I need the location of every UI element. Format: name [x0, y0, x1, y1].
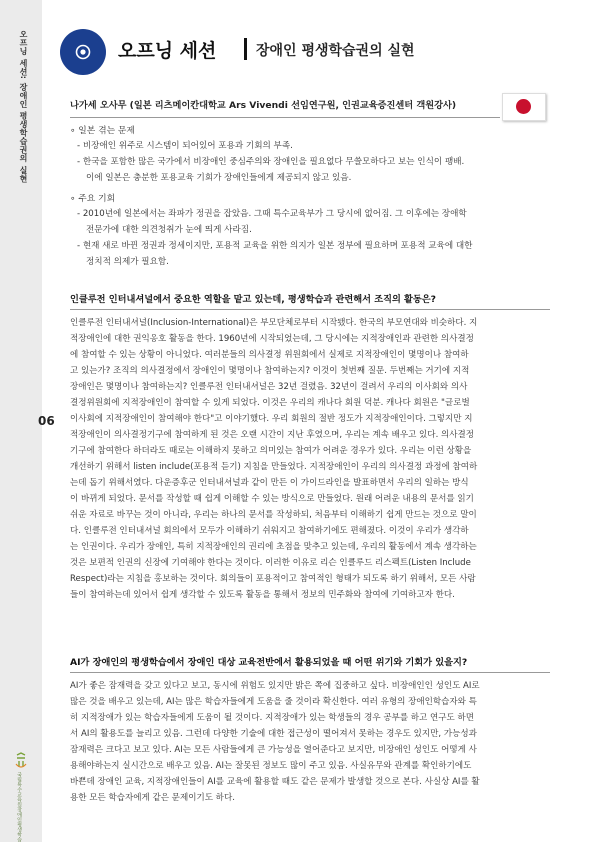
outline-heading: ∘ 일본 겪는 문제: [70, 126, 135, 136]
page-number: 06: [38, 414, 55, 428]
sidebar-section-title: 오프닝 세션: 장애인 평생학습권의 실현: [19, 30, 28, 183]
outline-item-continued: 전문가에 대한 의견청취가 눈에 띄게 사라짐.: [86, 225, 252, 235]
outline-heading: ∘ 주요 기회: [70, 194, 116, 204]
paragraph-line: 용해야하는지 실시간으로 배우고 있음. AI는 잘못된 정보도 많이 주고 있음. 사실유무와 관계를 확인하기에도: [70, 761, 472, 771]
page-title: 오프닝 세션: [118, 40, 217, 62]
paragraph-line: 적장애인에 대한 권익옹호 활동을 한다. 1960년에 시작되었는데, 그 당시에는 지적장애인과 관련한 의사결정: [70, 334, 474, 344]
paragraph-line: 는 인권이다. 우리가 장애인, 특히 지적장애인의 권리에 초점을 맞추고 있는데, 우리의 활동에서 계속 생각하는: [70, 542, 477, 552]
speaker-name: 나가세 오사무 (일본 리츠메이칸대학교 Ars Vivendi 선임연구원, 인권교육증진센터 객원강사): [70, 100, 457, 111]
paragraph-line: 서 AI의 활용도를 늘리고 있음. 그런데 다양한 기술에 대한 접근성이 떨어져서 못하는 경우도 있지만, 가능성과: [70, 729, 477, 739]
paragraph-line: 많은 것을 배우고 있는데, AI는 많은 학습자들에게 도움을 줄 것이라 확신한다. 여러 유형의 장애인학습자와 특: [70, 697, 477, 707]
divider: [70, 672, 550, 673]
session-badge: [60, 29, 106, 75]
paragraph-line: 장애인은 몇명이나 참여하는지? 인클루전 인터내셔널은 32년 걸렸음. 32년이 걸려서 우리의 이사회와 의사: [70, 382, 468, 392]
paragraph-line: 들이 참여하는데 있어서 쉽게 생각할 수 있도록 활동을 통해서 정보의 민주화와 참여에 기여하고자 한다.: [70, 590, 455, 600]
section-answer: [70, 678, 550, 806]
paragraph-line: 다. 인클루전 인터내셔널 회의에서 모두가 이해하기 쉬워지고 참여하기에도 편해졌다. 이것이 우리가 생각하: [70, 526, 469, 536]
paragraph-line: 고 있는가? 조직의 의사결정에서 장애인이 몇명이나 참여하는지? 이것이 첫번째 질문. 두번째는 거기에 지적: [70, 366, 470, 376]
paragraph-line: 잠재력은 크다고 보고 있다. AI는 모든 사람들에게 큰 가능성을 열어준다고 보지만, 비장애인 성인도 어떻게 사: [70, 745, 477, 755]
divider: [70, 117, 500, 118]
target-icon: [75, 44, 91, 60]
paragraph-line: 는데 돕기 위해서였다. 다운증후군 인터내셔널과 같이 만든 이 가이드라인을 발표하면서 우리의 일하는 방식: [70, 478, 469, 488]
institution-logo-text: 국립특수교육원장애인평생학습: [16, 772, 22, 842]
paragraph-line: Respect)라는 지침을 홍보하는 것이다. 회의들이 포용적이고 참여적인 형태가 되도록 하기 위해서, 모든 사람: [70, 574, 476, 584]
paragraph-line: 기구에 참여한다 하더라도 때로는 이해하지 못하고 의미있는 참여가 어려운 경우가 있다. 우리는 이런 상황을: [70, 446, 472, 456]
paragraph-line: 쉬운 자료로 바꾸는 것이 아니라, 우리는 하나의 문서를 작성하되, 처음부터 이해하기 쉽게 만드는 것으로 말이: [70, 510, 477, 520]
paragraph-line: 히 지적장애가 있는 학습자들에게 도움이 될 것이다. 지적장애가 있는 학생들의 경우 공부를 하고 연구도 하면: [70, 713, 475, 723]
outline-item: - 2010년에 일본에서는 좌파가 정권을 잡았음. 그때 특수교육부가 그 당시에 없어짐. 그 이후에는 장애학: [77, 209, 467, 219]
outline-item: - 비장애인 위주로 시스템이 되어있어 포용과 기회의 부족.: [77, 141, 293, 151]
section-question: 인클루전 인터내셔널에서 중요한 역할을 맡고 있는데, 평생학습과 관련해서 조직의 활동은?: [70, 294, 436, 305]
page-subtitle: 장애인 평생학습권의 실현: [256, 43, 415, 59]
paragraph-line: 이 바뀌게 되었다. 문서를 작성할 때 쉽게 이해할 수 있는 방식으로 만들었다. 원래 어려운 내용의 문서를 읽기: [70, 494, 474, 504]
paragraph-line: 이사회에 지적장애인이 참여해야 한다"고 이야기했다. 우리 회원의 절반 정도가 지적장애인이다. 그렇지만 지: [70, 414, 473, 424]
outline-item-continued: 이에 일본은 충분한 포용교육 기회가 장애인들에게 제공되지 않고 있음.: [86, 173, 352, 183]
paragraph-line: 것은 보편적 인권의 신장에 기여해야 한다는 것이다. 이러한 이유로 리슨 인클루드 리스펙트(Listen Include: [70, 558, 471, 568]
section-answer: [70, 315, 550, 603]
outline-item: - 한국을 포함한 많은 국가에서 비장애인 중심주의와 장애인을 필요없다 무쓸모하다고 보는 인식이 팽배.: [77, 157, 465, 167]
japan-flag-icon: [502, 93, 546, 121]
outline-item: - 현재 새로 바뀐 정권과 정세이지만, 포용적 교육을 위한 의지가 일본 정부에 필요하며 포용적 교육에 대한: [77, 241, 473, 251]
paragraph-line: 용한 모든 학습자에게 같은 문제이기도 하다.: [70, 793, 235, 803]
paragraph-line: 에 참여할 수 있는 상황이 아니었다. 여러분들의 의사결정 위원회에서 실제로 지적장애인이 몇명이나 참여하: [70, 350, 469, 360]
paragraph-line: 결정위원회에 지적장애인이 참여할 수 있게 되었다. 이것은 우리의 캐나다 회원 덕분. 캐나다 회원은 "글로벌: [70, 398, 470, 408]
title-divider: [244, 38, 247, 60]
section-question: AI가 장애인의 평생학습에서 장애인 대상 교육전반에서 활용되었을 때 어떤 위기와 기회가 있을지?: [70, 657, 468, 668]
outline-item-continued: 정치적 의제가 필요함.: [86, 257, 169, 267]
paragraph-line: 인클루전 인터내셔널(Inclusion-International)은 부모단체로부터 시작됐다. 한국의 부모연대와 비슷하다. 지: [70, 318, 478, 328]
paragraph-line: 바쁜데 장애인 교육, 지적장애인들이 AI를 교육에 활용할 때도 같은 문제가 발생할 것으로 본다. 사실상 AI를 활: [70, 777, 480, 787]
sidebar: [0, 0, 42, 842]
flag-sun: [516, 99, 531, 114]
paragraph-line: 개선하기 위해서 listen include(포용적 듣기) 지침을 만들었다. 지적장애인이 우리의 의사결정 과정에 참여하: [70, 462, 478, 472]
paragraph-line: AI가 좋은 잠재력을 갖고 있다고 보고, 동시에 위험도 있지만 밝은 쪽에 집중하고 싶다. 비장애인인 성인도 AI로: [70, 681, 480, 691]
divider: [70, 309, 550, 310]
paragraph-line: 적장애인이 의사결정기구에 참여하게 된 것은 오랜 시간이 지난 후였으며, 우리는 계속 배우고 있다. 의사결정: [70, 430, 475, 440]
